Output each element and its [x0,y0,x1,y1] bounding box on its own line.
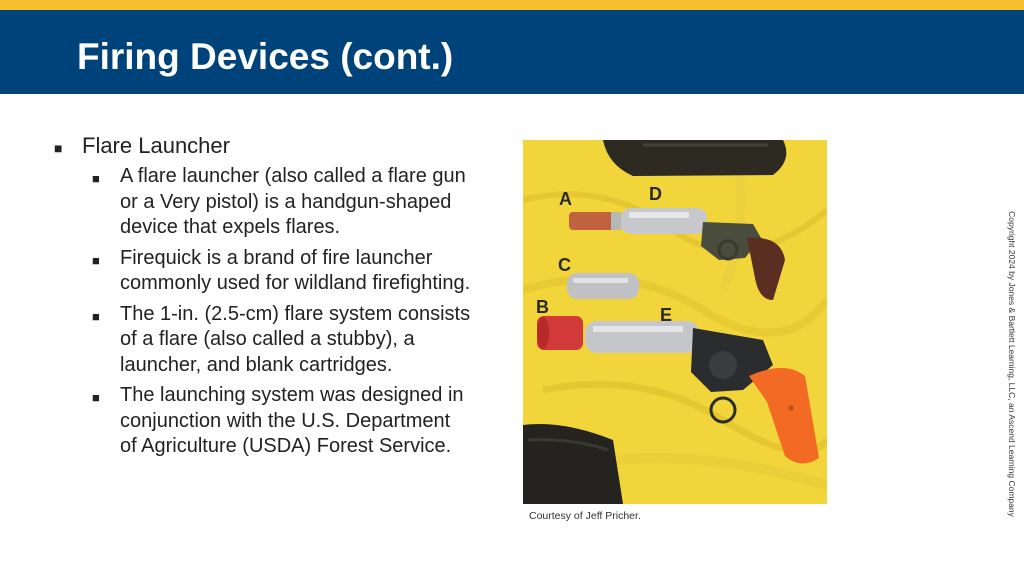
photo-label-e: E [660,305,673,325]
slide-title: Firing Devices (cont.) [77,36,454,77]
accent-bar [0,0,1024,10]
sub-bullet-text: A flare launcher (also called a flare gun or a Very pistol) is a handgun-shaped device that expels flares. [120,165,466,238]
photo-label-b: B [536,297,549,317]
photo-credit: Courtesy of Jeff Pricher. [529,510,641,522]
sub-bullet [90,246,472,297]
sub-bullet [90,302,472,379]
square-bullet-icon: ■ [54,140,63,156]
photo-label-d: D [649,184,662,204]
bullet-level-1 [52,132,472,160]
sub-bullet-text: The launching system was designed in conjunction with the U.S. Department of Agriculture (USDA) Forest Service. [120,384,464,457]
title-band [0,10,1024,94]
photo-label-a: A [559,189,572,209]
sub-bullet [90,164,472,241]
photo-label-c: C [558,255,571,275]
copyright-notice: Copyright 2024 by Jones & Bartlett Learning, LLC, an Ascend Learning Company [1007,211,1017,517]
sub-bullet [90,383,472,460]
sub-bullet-text: Firequick is a brand of fire launcher commonly used for wildland firefighting. [120,246,471,294]
bullet-list [52,132,472,465]
sub-bullet-list [52,164,472,460]
square-bullet-icon: ■ [92,390,100,405]
square-bullet-icon: ■ [92,171,100,186]
square-bullet-icon: ■ [92,308,100,324]
bullet-text: Flare Launcher [82,133,230,158]
square-bullet-icon: ■ [92,252,100,268]
sub-bullet-text: The 1-in. (2.5-cm) flare system consists of a flare (also called a stubby), a launcher, and blank cartridges. [120,302,471,376]
